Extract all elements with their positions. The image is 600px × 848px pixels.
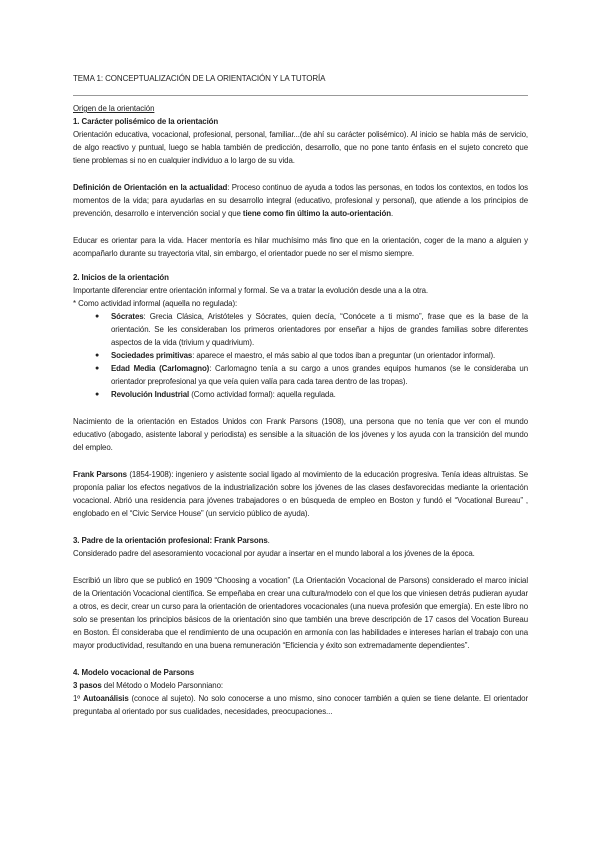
title-divider [73, 95, 528, 96]
paragraph-s2-intro: Importante diferenciar entre orientación informal y formal. Se va a tratar la evolución desde una a la otra. [73, 286, 428, 295]
paragraph-pasos [73, 679, 528, 692]
heading-s1: 1. Carácter polisémico de la orientación [73, 117, 219, 126]
heading-s3-end: . [267, 536, 270, 545]
heading-s2: 2. Inicios de la orientación [73, 273, 169, 282]
list-item [111, 362, 528, 388]
frank-parsons-label: Frank Parsons [73, 470, 127, 479]
pasos-bold: 3 pasos [73, 681, 102, 690]
frank-parsons-text: (1854-1908): ingeniero y asistente social ligado al movimiento de la educación progresiva. Tenía ideas altruistas. Se proponía paliar los efectos negativos de la industrialización sobre los jóvenes de las clases desfavorecidas mediante la orientación vocacional. Abrió una residencia para jóvenes trabajadores o en búsqueda de empleo en Boston y fundó el “Vocational Bureau” , englobado en el “Civic Service House” (un servicio público de ayuda). [73, 470, 528, 518]
paragraph-nacimiento: Nacimiento de la orientación en Estados Unidos con Frank Parsons (1908), una persona que no tenía que ver con el mundo educativo (abogado, asistente laboral y periodista) es sensible a la situación de los jóvenes y los ayuda con la transición del mundo del empleo. [73, 417, 528, 452]
paragraph-s3-1: Considerado padre del asesoramiento vocacional por ayudar a insertar en el mundo laboral a los jóvenes de la época. [73, 549, 475, 558]
pasos-text: del Método o Modelo Parsonniano: [101, 681, 223, 690]
list-item [111, 388, 528, 401]
list-item-text: : aparece el maestro, el más sabio al que todos iban a preguntar (un orientador informal). [192, 351, 496, 360]
autoanalisis-number: 1º [73, 694, 83, 703]
autoanalisis-label: Autoanálisis [82, 694, 129, 703]
list-item [111, 349, 528, 362]
heading-s3-text: 3. Padre de la orientación profesional: Frank Parsons [73, 536, 268, 545]
paragraph-definicion [73, 181, 528, 220]
list-item-label: Edad Media (Carlomagno) [111, 364, 210, 373]
definicion-bold: tiene como fin último la auto-orientación [242, 209, 391, 218]
list-item-text: : Carlomagno tenía a su cargo a unos grandes equipos humanos (se le consideraba un orientador preprofesional ya que veía quien valía para cada tarea dentro de las tropas). [111, 364, 528, 386]
paragraph-frank-parsons [73, 468, 528, 520]
document-body [73, 102, 528, 718]
heading-s3 [73, 534, 528, 547]
definicion-label: Definición de Orientación en la actualidad [73, 183, 228, 192]
paragraph-s3-2: Escribió un libro que se publicó en 1909 “Choosing a vocation” (La Orientación Vocacional de Parsons) considerado el marco inicial de la Orientación Vocacional científica. Se empeñaba en crear una cultura/modelo con el que los que viniesen detrás pudieran ayudar a otros, es decir, crear un curso para la orientación de orientadores vocacionales (una nueva profesión que emergía). En este libro no solo se presentan los principios básicos de la orientación sino que también una breve descripción de 17 casos del Vocation Bureau en Boston. Él consideraba que el rendimiento de una ocupación en armonía con las habilidades e intereses harían el trabajo con una mayor productividad, resultando en una buena remuneración “Eficiencia y éxito son extremadamente dependientes”. [73, 576, 528, 650]
heading-s4: 4. Modelo vocacional de Parsons [73, 668, 194, 677]
list-item [111, 310, 528, 349]
list-item-label: Revolución Industrial [111, 390, 190, 399]
list-item-label: Sociedades primitivas [111, 351, 193, 360]
definicion-end: . [390, 209, 394, 218]
list-item-label: Sócrates [111, 312, 144, 321]
paragraph-s1-1: Orientación educativa, vocacional, profesional, personal, familiar...(de ahí su carácter polisémico). Al inicio se habla más de servicio, de algo reactivo y puntual, luego se habla también de predicción, desarrollo, que no pone tanto énfasis en el sujeto concreto que tiene problemas si no en cualquier individuo a lo largo de su vida. [73, 130, 528, 165]
document-title: TEMA 1: CONCEPTUALIZACIÓN DE LA ORIENTACIÓN Y LA TUTORÍA [73, 74, 326, 83]
list-informal [73, 310, 528, 401]
paragraph-s2-informal: * Como actividad informal (aquella no regulada): [73, 299, 238, 308]
autoanalisis-text: (conoce al sujeto). No solo conocerse a uno mismo, sino conocer también a quien se tiene delante. El orientador preguntaba al orientado por sus cualidades, necesidades, preocupaciones... [73, 694, 529, 716]
list-item-text: : Grecia Clásica, Aristóteles y Sócrates, quien decía, “Conócete a ti mismo”, frase que es la base de la orientación. Se les consideraban los primeros orientadores por enseñar a hijos de grandes familias sobre diferentes aspectos de la vida (trivium y quadrivium). [111, 312, 528, 347]
definicion-text: : Proceso continuo de ayuda a todos las personas, en todos los contextos, en todos los momentos de la vida; para ayudarlas en su desarrollo integral (educativo, profesional y personal), que atiende a los principios de prevención, desarrollo e intervención social y que [73, 183, 528, 218]
list-item-text: (Como actividad formal): aquella regulada. [189, 390, 336, 399]
paragraph-s1-3: Educar es orientar para la vida. Hacer mentoría es hilar muchísimo más fino que en la orientación, coger de la mano a alguien y acompañarlo durante su trayectoria vital, sin embargo, el orientador puede no ser el mismo siempre. [73, 236, 528, 258]
paragraph-autoanalisis [73, 692, 528, 718]
section-origen: Origen de la orientación [73, 104, 155, 113]
